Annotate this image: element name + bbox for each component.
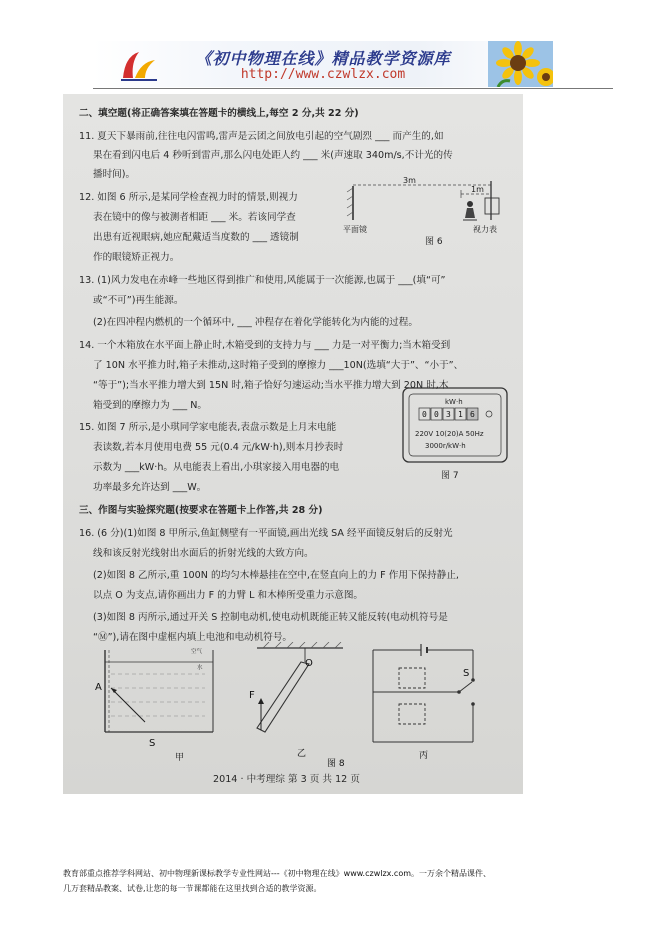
- q12-line4: 作的眼镜矫正视力。: [93, 252, 180, 263]
- site-banner: [93, 41, 553, 87]
- header-rule: [93, 88, 613, 89]
- section3-header: 三、作图与实验探究题(按要求在答题卡上作答,共 28 分): [79, 505, 323, 516]
- site-footer: [63, 866, 623, 896]
- figure-8-jia-fish-tank: [87, 644, 227, 762]
- q12-line2: 表在镜中的像与被测者相距 ___ 米。若该同学查: [93, 212, 296, 223]
- fig6-chart-label: 视力表: [473, 225, 497, 234]
- footer-line1: 教育部重点推荐学科网站、初中物理新课标教学专业性网站---《初中物理在线》www.czwlzx.com。一万余个精品课件、: [63, 869, 492, 878]
- q16-line6: “Ⓜ”),请在图中虚框内填上电池和电动机符号。: [93, 632, 293, 643]
- q11-line3: 播时间)。: [93, 169, 136, 180]
- q11-line1: 11. 夏天下暴雨前,往往电闪雷鸣,雷声是云团之间放电引起的空气剧烈 ___ 而产生的,如: [79, 131, 444, 142]
- fig6-caption: 图 6: [425, 237, 443, 246]
- q16-line1: 16. (6 分)(1)如图 8 甲所示,鱼缸侧壁有一平面镜,画出光线 SA 经平面镜反射后的反射光: [79, 528, 453, 539]
- fig7-spec: 220V 10(20)A 50Hz: [415, 430, 484, 438]
- fig7-rate: 3000r/kW·h: [425, 442, 466, 450]
- q13-line3: (2)在四冲程内燃机的一个循环中, ___ 冲程存在着化学能转化为内能的过程。: [93, 317, 418, 328]
- q16-line3: (2)如图 8 乙所示,重 100N 的均匀木棒悬挂在空中,在竖直向上的力 F 作用下保持静止,: [93, 570, 459, 581]
- q11-line2: 果在看到闪电后 4 秒听到雷声,那么闪电处距人约 ___ 米(声速取 340m/s,不计光的传: [93, 150, 453, 161]
- q15-line1: 15. 如图 7 所示,是小琪同学家电能表,表盘示数是上月末电能: [79, 422, 337, 433]
- banner-title: 《初中物理在线》精品教学资源库: [195, 49, 451, 68]
- footer-line2: 几万套精品教案、试卷,让您的每一节课都能在这里找到合适的教学资源。: [63, 884, 322, 893]
- fig8-air-label: 空气: [191, 649, 203, 655]
- figure-8-yi-hanging-rod: [243, 642, 353, 770]
- fig8-force-F: F: [249, 690, 255, 701]
- q14-line4: 箱受到的摩擦力为 ___ N。: [93, 400, 208, 411]
- fig8-point-A: A: [95, 682, 102, 693]
- q14-line3: “等于”);当水平推力增大到 15N 时,箱子恰好匀速运动;当水平推力增大到 20N 时,木: [93, 380, 449, 391]
- figure-7-electricity-meter: [401, 386, 511, 482]
- fig7-digit: 3: [446, 410, 451, 419]
- fig8-water-label: 水: [197, 665, 203, 671]
- fig7-digit: 1: [458, 410, 463, 419]
- fig7-unit: kW·h: [445, 398, 463, 406]
- fig6-dist-1m: 1m: [471, 185, 484, 194]
- fig7-digit: 0: [422, 410, 427, 419]
- fig8-point-S: S: [149, 738, 156, 749]
- fig7-digit-row: [419, 408, 478, 420]
- q15-line3: 示数为 ___kW·h。从电能表上看出,小琪家接入用电器的电: [93, 462, 340, 473]
- fig8-label-bing: 丙: [419, 751, 429, 760]
- q12-line1: 12. 如图 6 所示,是某同学检查视力时的情景,则视力: [79, 192, 298, 203]
- q13-line2: 或“不可”)再生能源。: [93, 295, 184, 306]
- fig6-mirror-label: 平面镜: [343, 225, 367, 234]
- fig8-switch-S: S: [463, 668, 470, 679]
- q14-line2: 了 10N 水平推力时,箱子未推动,这时箱子受到的摩擦力 ___10N(选填“大于”、“小于”、: [93, 360, 464, 371]
- fig8-point-O: O: [305, 658, 313, 669]
- fig8-label-jia: 甲: [175, 753, 185, 762]
- q13-line1: 13. (1)风力发电在赤峰一些地区得到推广和使用,风能属于一次能源,也属于 ___(填“可”: [79, 275, 446, 286]
- fig8-caption: 图 8: [327, 759, 345, 769]
- fig6-dist-3m: 3m: [403, 176, 416, 185]
- q16-line5: (3)如图 8 丙所示,通过开关 S 控制电动机,使电动机既能正转又能反转(电动机符号是: [93, 612, 448, 623]
- fig8-label-yi: 乙: [297, 749, 307, 759]
- q16-line4: 以点 O 为支点,请你画出力 F 的力臂 L 和木棒所受重力示意图。: [93, 590, 364, 601]
- q16-line2: 线和该反射光线射出水面后的折射光线的大致方向。: [93, 548, 314, 559]
- sunflower-image: [488, 41, 553, 87]
- banner-url[interactable]: http://www.czwlzx.com: [240, 67, 406, 82]
- section2-header: 二、填空题(将正确答案填在答题卡的横线上,每空 2 分,共 22 分): [79, 108, 359, 119]
- fig7-caption: 图 7: [441, 471, 459, 481]
- fig7-digit: 0: [434, 410, 439, 419]
- q12-line3: 出患有近视眼病,她应配戴适当度数的 ___ 透镜制: [93, 232, 299, 243]
- q15-line2: 表读数,若本月使用电费 55 元(0.4 元/kW·h),则本月抄表时: [93, 442, 344, 453]
- figure-8-bing-circuit: [363, 642, 493, 760]
- fig7-digit: 6: [470, 410, 475, 419]
- q14-line1: 14. 一个木箱放在水平面上静止时,木箱受到的支持力与 ___ 力是一对平衡力;当木箱受到: [79, 340, 451, 351]
- exam-page-footer: 2014 · 中考理综 第 3 页 共 12 页: [213, 774, 360, 785]
- exam-page-scan: [63, 94, 523, 794]
- figure-6-eye-test-diagram: [343, 176, 515, 246]
- q15-line4: 功率最多允许达到 ___W。: [93, 482, 207, 493]
